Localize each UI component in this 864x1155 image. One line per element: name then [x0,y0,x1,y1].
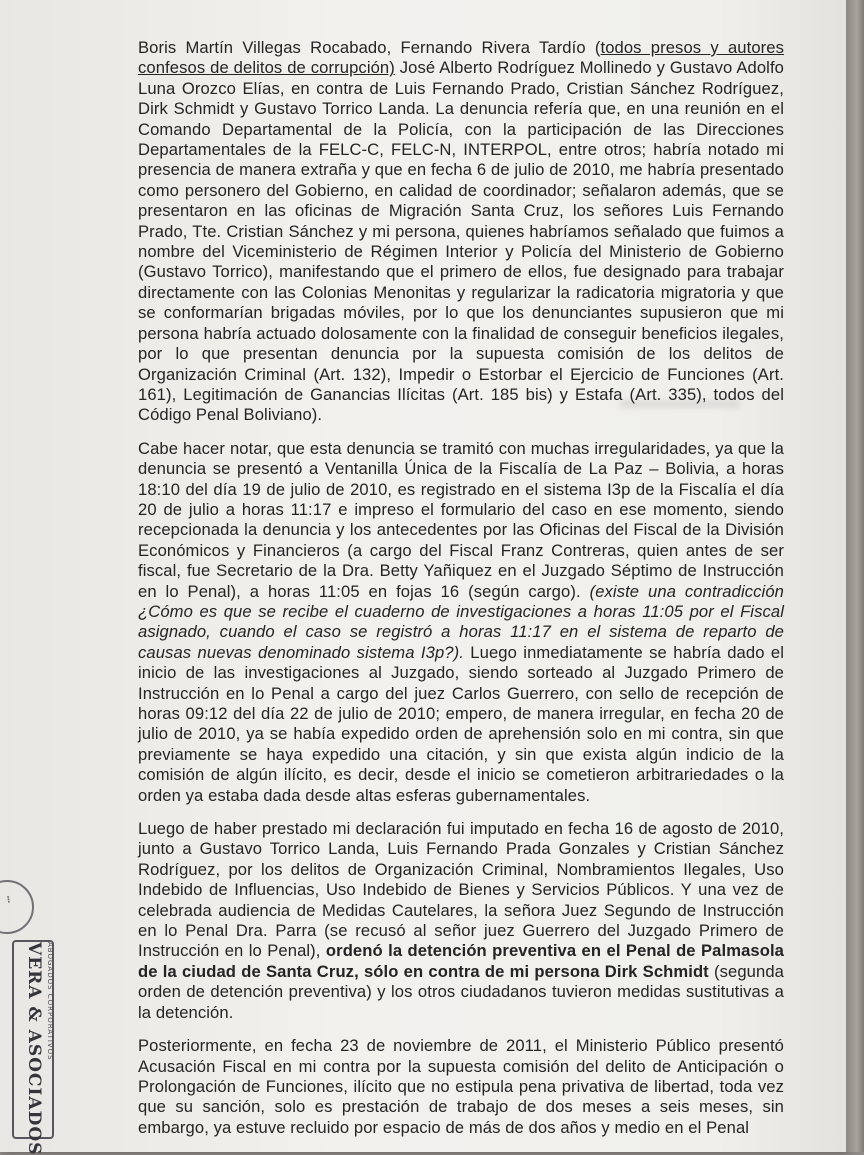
paragraph-1-text-a: Boris Martín Villegas Rocabado, Fernando Rivera Tardío ( [138,38,601,57]
paragraph-1-underlined: todos presos y autores confesos de delitos de corrupción) [138,38,785,78]
paragraph-2-text-a: Cabe hacer notar, que esta denuncia se tramitó con muchas irregularidades, ya que la denuncia se presentó a Ventanilla Única de la Fiscalía de La Paz – Bolivia, a horas 18:10 del día 19 de julio de 2010, es registrado en el sistema I3p de la Fiscalía el día 20 de julio a horas 11:17 e impreso el formulario del caso en ese momento, siendo recepcionada la denuncia y los antecedentes por las Oficinas del Fiscal de la División Económicos y Financieros (a cargo del Fiscal Franz Contreras, quien antes de ser fiscal, fue Secretario de la Dra. Betty Yañiquez en el Juzgado Séptimo de Instrucción en lo Penal), a horas 11:05 en fojas 16 (según cargo). [138,438,784,601]
document-body [138,38,784,1151]
paragraph-1-text-b: José Alberto Rodríguez Mollinedo y Gustavo Adolfo Luna Orozco Elías, en contra de Luis Fernando Prado, Cristian Sánchez Rodríguez, Dirk Schmidt y Gustavo Torrico Landa. La denuncia refería que, en una reunión en el Comando Departamental de la Policía, con la participación de las Direcciones Departamentales de la FELC-C, FELC-N, INTERPOL, entre otros; habría notado mi presencia de manera extraña y que en fecha 6 de julio de 2010, me habría presentado como personero del Gobierno, en calidad de coordinador; señalaron además, que se presentaron en las oficinas de Migración Santa Cruz, los señores Luis Fernando Prado, Tte. Cristian Sánchez y mi persona, quienes habríamos señalado que fuimos a nombre del Viceministerio de Régimen Interior y Policía del Ministerio de Gobierno (Gustavo Torrico), manifestando que el primero de ellos, fue designado para trabajar directamente con las Colonias Menonitas y regularizar la radicatoria migratoria y que se conformarían brigadas móviles, por lo que los denunciantes supusieron que mi persona habría actuado dolosamente con la finalidad de conseguir beneficios ilegales, por lo que presentan denuncia por la supuesta comisión de los delitos de Organización Criminal (Art. 132), Impedir o Estorbar el Ejercicio de Funciones (Art. 161), Legitimación de Ganancias Ilícitas (Art. 185 bis) y Estafa (Art. 335), todos del Código Penal Boliviano). [138,58,784,425]
paragraph-4-text: Posteriormente, en fecha 23 de noviembre de 2011, el Ministerio Público presentó Acusación Fiscal en mi contra por la supuesta comisión del delito de Anticipación o Prolongación de Funciones, ilícito que no estipula pena privativa de libertad, toda vez que su sanción, solo es prestación de trabajo de dos meses a seis meses, sin embargo, ya estuve recluido por espacio de más de dos años y medio en el Penal [138,1036,784,1137]
paragraph-3-bold: ordenó la detención preventiva en el Penal de Palmasola de la ciudad de Santa Cruz, sólo en contra de mi persona Dirk Schmidt [138,941,785,981]
paragraph-1 [138,38,784,426]
page-edge-background [846,0,864,1152]
paragraph-2-text-b: Luego inmediatamente se habría dado el inicio de las investigaciones al Juzgado, siendo sorteado al Juzgado Primero de Instrucción en lo Penal a cargo del juez Carlos Guerrero, con sello de recepción de horas 09:12 del día 22 de julio de 2010; empero, de manera irregular, en fecha 20 de julio de 2010, ya se había expedido orden de aprehensión solo en mi contra, sin que previamente se haya expedido una citación, y sin que exista algún indicio de la comisión de algún ilícito, es decir, desde el inicio se cometieron arbitrariedades o la orden ya estaba dada desde altas esferas gubernamentales. [138,642,784,805]
paragraph-2 [138,439,784,806]
round-seal: ••• [0,880,34,934]
paragraph-3 [138,819,784,1023]
stamp-subtitle: ABOGADOS CORPORATIVOS [46,942,54,1061]
paragraph-2-italic: (existe una contradicción ¿Cómo es que se recibe el cuaderno de investigaciones a horas 11:05 por el Fiscal asignado, cuando el caso se registró a horas 11:17 en el sistema de reparto de causas nuevas denominado sistema I3p?). [138,581,784,662]
paragraph-4 [138,1036,784,1138]
paragraph-3-text-b: (segunda orden de detención preventiva) y los otros ciudadanos tuvieron medidas sustitutivas a la detención. [138,961,784,1022]
stamp-firm-name: VERA & ASOCIADOS [24,942,44,1155]
paragraph-3-text-a: Luego de haber prestado mi declaración fui imputado en fecha 16 de agosto de 2010, junto a Gustavo Torrico Landa, Luis Fernando Prada Gonzales y Cristian Sánchez Rodríguez, por los delitos de Organización Criminal, Nombramientos Ilegales, Uso Indebido de Influencias, Uso Indebido de Bienes y Servicios Públicos. Y una vez de celebrada audiencia de Medidas Cautelares, la señora Juez Segundo de Instrucción en lo Penal Dra. Parra (se recusó al señor juez Guerrero del Juzgado Primero de Instrucción en lo Penal), [138,819,784,961]
